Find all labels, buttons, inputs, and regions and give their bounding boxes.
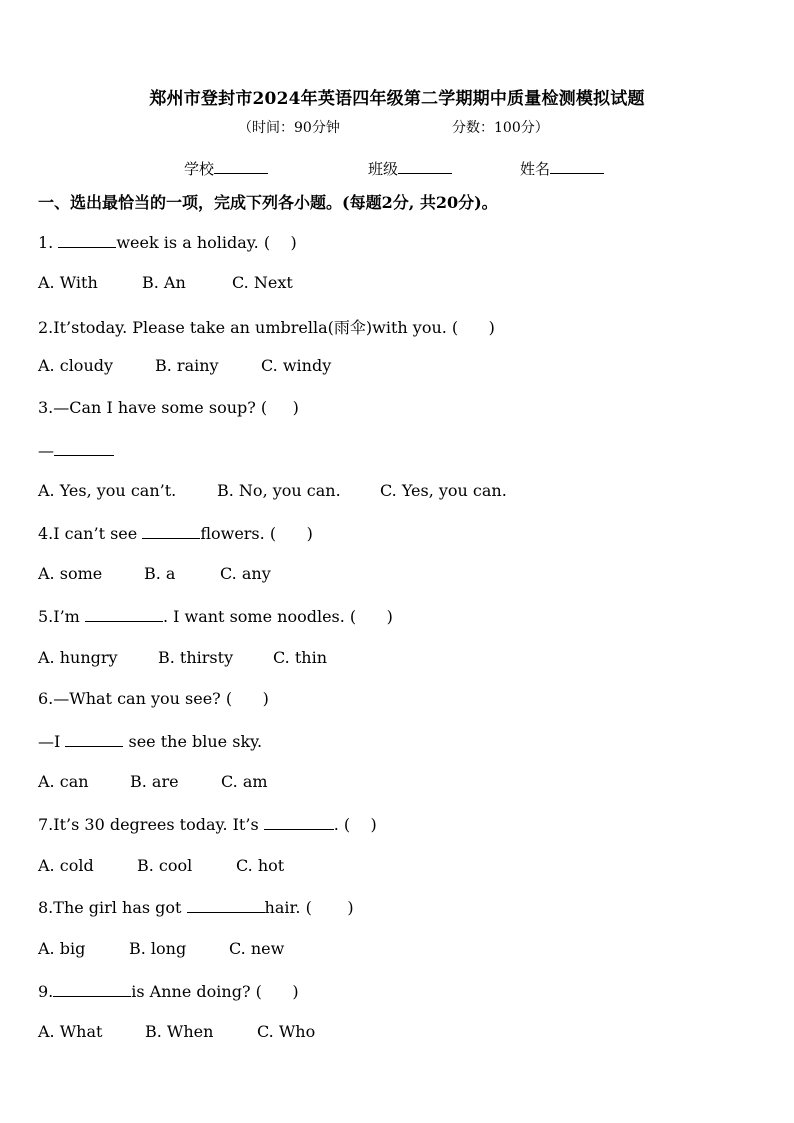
question-9 xyxy=(38,981,299,1001)
question-text: . I want some noodles. ( ) xyxy=(162,607,393,626)
answer-line-3 xyxy=(38,440,114,460)
option-a[interactable]: A. big xyxy=(38,939,86,958)
answer-blank[interactable] xyxy=(65,731,123,747)
question-text: 7.It’s 30 degrees today. It’s xyxy=(38,815,264,834)
answer-blank[interactable] xyxy=(53,981,131,997)
class-blank[interactable] xyxy=(398,159,452,174)
option-c[interactable]: C. Yes, you can. xyxy=(380,481,507,500)
option-b[interactable]: B. When xyxy=(145,1022,214,1041)
option-a[interactable]: A. some xyxy=(38,564,103,583)
options-5 xyxy=(38,648,327,667)
exam-time: （时间：90分钟 xyxy=(238,120,340,136)
option-a[interactable]: A. What xyxy=(38,1022,103,1041)
option-c[interactable]: C. am xyxy=(221,772,268,791)
option-c[interactable]: C. Next xyxy=(232,273,293,292)
question-text: is Anne doing? ( ) xyxy=(131,982,299,1001)
answer-blank[interactable] xyxy=(58,232,116,248)
question-8 xyxy=(38,897,354,917)
answer-blank[interactable] xyxy=(187,897,265,913)
question-6: 6.—What can you see? ( ) xyxy=(38,689,269,708)
options-3 xyxy=(38,481,507,500)
option-b[interactable]: B. No, you can. xyxy=(217,481,341,500)
option-c[interactable]: C. windy xyxy=(261,356,332,375)
option-a[interactable]: A. cold xyxy=(38,856,94,875)
question-7 xyxy=(38,814,377,834)
exam-score: 分数：100分） xyxy=(452,120,549,136)
class-field xyxy=(368,158,452,179)
option-a[interactable]: A. can xyxy=(38,772,89,791)
answer-line-6 xyxy=(38,731,262,751)
school-blank[interactable] xyxy=(214,159,268,174)
options-2 xyxy=(38,356,331,375)
question-text: . ( ) xyxy=(333,815,377,834)
option-a[interactable]: A. Yes, you can’t. xyxy=(38,481,177,500)
class-label: 班级 xyxy=(368,160,399,178)
question-text: flowers. ( ) xyxy=(200,524,313,543)
option-b[interactable]: B. cool xyxy=(137,856,193,875)
name-label: 姓名 xyxy=(520,160,551,178)
option-b[interactable]: B. An xyxy=(142,273,186,292)
option-a[interactable]: A. hungry xyxy=(38,648,118,667)
question-3: 3.—Can I have some soup? ( ) xyxy=(38,398,299,417)
option-c[interactable]: C. hot xyxy=(236,856,285,875)
section-heading: 一、选出最恰当的一项，完成下列各小题。(每题2分, 共20分)。 xyxy=(38,193,498,212)
options-8 xyxy=(38,939,284,958)
name-field xyxy=(520,158,604,179)
question-2: 2.It’stoday. Please take an umbrella(雨伞)with you. ( ) xyxy=(38,318,495,337)
answer-text: see the blue sky. xyxy=(123,732,263,751)
option-b[interactable]: B. a xyxy=(144,564,176,583)
answer-text: —I xyxy=(38,732,66,751)
question-text: 4.I can’t see xyxy=(38,524,143,543)
options-1 xyxy=(38,273,293,292)
option-c[interactable]: C. any xyxy=(220,564,271,583)
answer-blank[interactable] xyxy=(264,814,334,830)
school-label: 学校 xyxy=(184,160,215,178)
option-b[interactable]: B. thirsty xyxy=(158,648,234,667)
option-c[interactable]: C. thin xyxy=(273,648,327,667)
name-blank[interactable] xyxy=(550,159,604,174)
question-1 xyxy=(38,232,297,252)
option-b[interactable]: B. are xyxy=(130,772,179,791)
question-5 xyxy=(38,606,393,626)
question-text: 5.I’m xyxy=(38,607,85,626)
question-4 xyxy=(38,523,313,543)
question-text: hair. ( ) xyxy=(264,898,354,917)
question-text: week is a holiday. ( ) xyxy=(116,233,297,252)
answer-blank[interactable] xyxy=(54,440,114,456)
answer-blank[interactable] xyxy=(85,606,163,622)
options-4 xyxy=(38,564,271,583)
option-b[interactable]: B. long xyxy=(129,939,187,958)
option-c[interactable]: C. new xyxy=(229,939,285,958)
dash: — xyxy=(38,441,54,460)
options-6 xyxy=(38,772,268,791)
question-text: 8.The girl has got xyxy=(38,898,187,917)
option-a[interactable]: A. cloudy xyxy=(38,356,114,375)
options-7 xyxy=(38,856,284,875)
option-a[interactable]: A. With xyxy=(38,273,98,292)
question-text: 9. xyxy=(38,982,54,1001)
option-b[interactable]: B. rainy xyxy=(155,356,219,375)
school-field xyxy=(184,158,268,179)
page-title: 郑州市登封市2024年英语四年级第二学期期中质量检测模拟试题 xyxy=(149,89,645,109)
option-c[interactable]: C. Who xyxy=(257,1022,316,1041)
answer-blank[interactable] xyxy=(142,523,200,539)
options-9 xyxy=(38,1022,315,1041)
question-text: 1. xyxy=(38,233,59,252)
